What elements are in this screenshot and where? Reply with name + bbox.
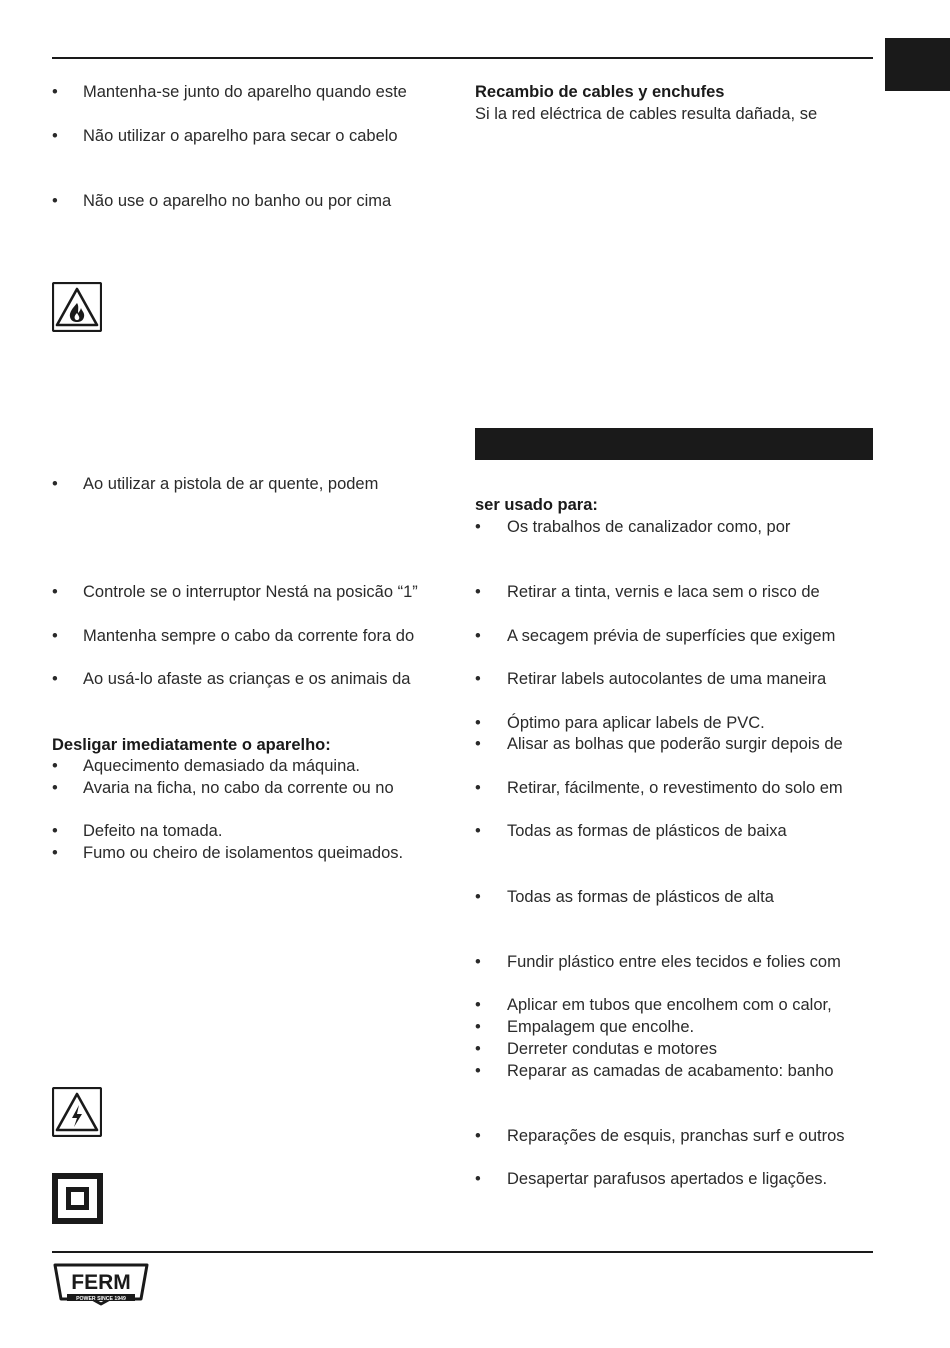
bullet-marker: • <box>52 822 58 840</box>
bullet-marker: • <box>52 757 58 775</box>
bullet-marker: • <box>52 192 58 210</box>
list-item: Derreter condutas e motores <box>507 1040 718 1058</box>
language-tab-block <box>885 38 950 91</box>
usage-heading: ser usado para: <box>475 496 598 514</box>
bottom-rule <box>52 1251 873 1253</box>
bullet-marker: • <box>475 1127 481 1145</box>
list-item: Desapertar parafusos apertados e ligações. <box>507 1170 828 1188</box>
list-item: A secagem prévia de superfícies que exigem <box>507 627 836 645</box>
bullet-marker: • <box>475 888 481 906</box>
list-item: Aplicar em tubos que encolhem com o calor, <box>507 996 832 1014</box>
list-item: Não utilizar o aparelho para secar o cabelo <box>83 127 398 145</box>
bullet-marker: • <box>475 953 481 971</box>
bullet-marker: • <box>475 583 481 601</box>
switch-off-heading: Desligar imediatamente o aparelho: <box>52 736 331 754</box>
list-item: Ao usá-lo afaste as crianças e os animais da <box>83 670 411 688</box>
list-item: Os trabalhos de canalizador como, por <box>507 518 791 536</box>
list-item: Retirar a tinta, vernis e laca sem o risco de <box>507 583 820 601</box>
list-item: Todas as formas de plásticos de alta <box>507 888 774 906</box>
list-item: Avaria na ficha, no cabo da corrente ou no <box>83 779 394 797</box>
list-item: Empalagem que encolhe. <box>507 1018 695 1036</box>
list-item: Mantenha-se junto do aparelho quando este <box>83 83 407 101</box>
bullet-marker: • <box>475 518 481 536</box>
list-item: Retirar labels autocolantes de uma maneira <box>507 670 827 688</box>
list-item: Óptimo para aplicar labels de PVC. <box>507 714 765 732</box>
replacement-heading: Recambio de cables y enchufes <box>475 83 725 101</box>
bullet-marker: • <box>475 714 481 732</box>
bullet-marker: • <box>52 127 58 145</box>
list-item: Retirar, fácilmente, o revestimento do solo em <box>507 779 843 797</box>
list-item: Reparações de esquis, pranchas surf e outros <box>507 1127 845 1145</box>
bullet-marker: • <box>475 1062 481 1080</box>
bullet-marker: • <box>475 1018 481 1036</box>
bullet-marker: • <box>475 670 481 688</box>
bullet-marker: • <box>52 844 58 862</box>
bullet-marker: • <box>475 779 481 797</box>
ferm-logo <box>52 1262 150 1306</box>
bullet-marker: • <box>52 475 58 493</box>
list-item: Defeito na tomada. <box>83 822 223 840</box>
list-item: Reparar as camadas de acabamento: banho <box>507 1062 834 1080</box>
bullet-marker: • <box>475 735 481 753</box>
high-voltage-icon <box>52 1087 102 1137</box>
list-item: Fumo ou cheiro de isolamentos queimados. <box>83 844 404 862</box>
bullet-marker: • <box>475 996 481 1014</box>
bullet-marker: • <box>475 1040 481 1058</box>
bullet-marker: • <box>475 822 481 840</box>
bullet-marker: • <box>475 1170 481 1188</box>
bullet-marker: • <box>475 627 481 645</box>
bullet-marker: • <box>52 627 58 645</box>
svg-text:POWER SINCE 1949: POWER SINCE 1949 <box>76 1296 126 1302</box>
bullet-marker: • <box>52 670 58 688</box>
list-item: Controle se o interruptor Nestá na posicão “1” <box>83 583 418 601</box>
top-rule <box>52 57 873 59</box>
list-item: Não use o aparelho no banho ou por cima <box>83 192 392 210</box>
section-header-bar <box>475 428 873 460</box>
bullet-marker: • <box>52 583 58 601</box>
bullet-marker: • <box>52 779 58 797</box>
list-item: Alisar as bolhas que poderão surgir depois de <box>507 735 843 753</box>
replacement-text: Si la red eléctrica de cables resulta dañada, se <box>475 105 818 123</box>
list-item: Ao utilizar a pistola de ar quente, podem <box>83 475 379 493</box>
fire-hazard-icon <box>52 282 102 332</box>
bullet-marker: • <box>52 83 58 101</box>
double-insulation-icon <box>52 1173 103 1224</box>
list-item: Todas as formas de plásticos de baixa <box>507 822 787 840</box>
list-item: Mantenha sempre o cabo da corrente fora do <box>83 627 415 645</box>
svg-text:FERM: FERM <box>71 1271 131 1294</box>
list-item: Aquecimento demasiado da máquina. <box>83 757 361 775</box>
list-item: Fundir plástico entre eles tecidos e folies com <box>507 953 841 971</box>
